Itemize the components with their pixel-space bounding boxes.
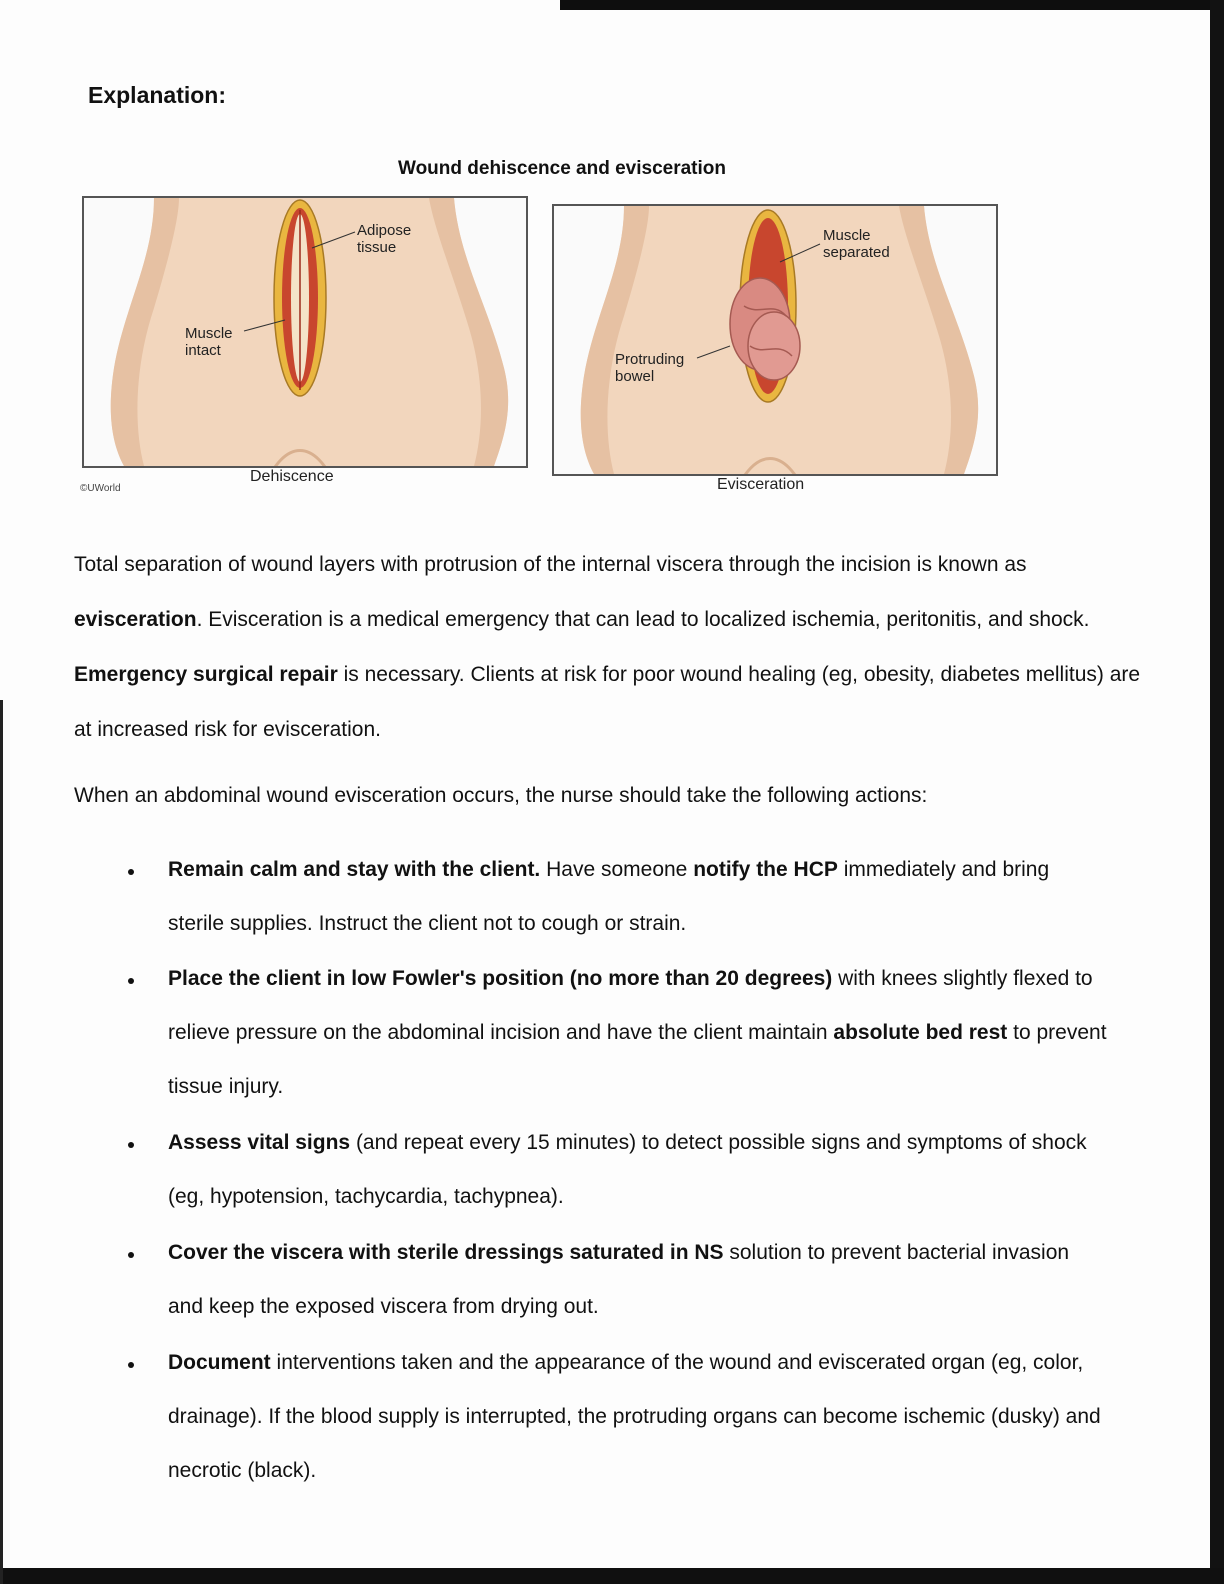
bullet2-text-2: to prevent tissue injury. xyxy=(168,1021,1107,1098)
list-item xyxy=(128,1336,1108,1498)
copyright-text: ©UWorld xyxy=(80,483,121,494)
para1-text-1: Total separation of wound layers with protrusion of the internal viscera through the incision is known as xyxy=(74,553,1027,576)
label-muscle-intact-line1: Muscle xyxy=(185,325,233,342)
para1-bold-surgical-repair: Emergency surgical repair xyxy=(74,663,338,686)
bullet-dot xyxy=(128,1142,134,1148)
bullet-dot xyxy=(128,1252,134,1258)
bullet4-bold-1: Cover the viscera with sterile dressings saturated in NS xyxy=(168,1241,724,1264)
caption-evisceration: Evisceration xyxy=(717,476,805,493)
label-muscle-separated-line1: Muscle xyxy=(823,227,871,244)
bullet4-text-1: solution to prevent bacterial invasion and keep the exposed viscera from drying out. xyxy=(168,1241,1070,1318)
caption-dehiscence: Dehiscence xyxy=(250,468,334,485)
paragraph-nurse-actions-intro: When an abdominal wound evisceration occurs, the nurse should take the following actions: xyxy=(74,784,928,807)
list-item xyxy=(128,1226,1108,1334)
bullet3-text-1: (and repeat every 15 minutes) to detect possible signs and symptoms of shock (eg, hypotension, tachycardia, tachypnea). xyxy=(168,1131,1087,1208)
label-muscle-separated-line2: separated xyxy=(823,244,890,261)
bullet3-bold-1: Assess vital signs xyxy=(168,1131,351,1154)
para1-text-3: is necessary. Clients at risk for poor wound healing (eg, obesity, diabetes mellitus) are at increased risk for evisceration. xyxy=(74,663,1141,741)
bullet-dot xyxy=(128,869,134,875)
label-bowel-line1: Protruding xyxy=(615,351,685,368)
bullet5-bold-1: Document xyxy=(168,1351,271,1374)
right-leader-lines xyxy=(0,0,1224,520)
bullet2-text-1: with knees slightly flexed to relieve pressure on the abdominal incision and have the client maintain xyxy=(168,967,1093,1044)
para1-text-2: . Evisceration is a medical emergency that can lead to localized ischemia, peritonitis, and shock. xyxy=(196,608,1090,631)
list-item xyxy=(128,952,1108,1114)
label-adipose-line1: Adipose xyxy=(357,222,412,239)
paragraph-evisceration-definition xyxy=(74,537,1149,757)
bullet1-bold-1: Remain calm and stay with the client. xyxy=(168,858,541,881)
list-item xyxy=(128,1116,1108,1224)
bullet-dot xyxy=(128,978,134,984)
label-bowel-line2: bowel xyxy=(615,368,655,385)
list-item xyxy=(128,843,1108,951)
explanation-heading: Explanation: xyxy=(88,82,227,108)
figure-title: Wound dehiscence and evisceration xyxy=(397,158,727,179)
scan-edge-bottom xyxy=(0,1568,1224,1584)
bullet1-bold-2: notify the HCP xyxy=(693,858,838,881)
bullet1-text-2: immediately and bring sterile supplies. Instruct the client not to cough or strain. xyxy=(168,858,1050,935)
para1-bold-evisceration: evisceration xyxy=(74,608,197,631)
bullet2-bold-2: absolute bed rest xyxy=(833,1021,1008,1044)
bullet2-bold-1: Place the client in low Fowler's position (no more than 20 degrees) xyxy=(168,967,833,990)
label-adipose-line2: tissue xyxy=(357,239,397,256)
label-muscle-intact-line2: intact xyxy=(185,342,221,359)
scan-edge-left xyxy=(0,700,3,1584)
bullet-dot xyxy=(128,1362,134,1368)
bullet1-text-1: Have someone xyxy=(540,858,694,881)
bullet5-text-1: interventions taken and the appearance of the wound and eviscerated organ (eg, color, drainage). If the blood supply is interrupted, the protruding organs can become ischemic (dusky) and necrotic (black). xyxy=(168,1351,1101,1482)
